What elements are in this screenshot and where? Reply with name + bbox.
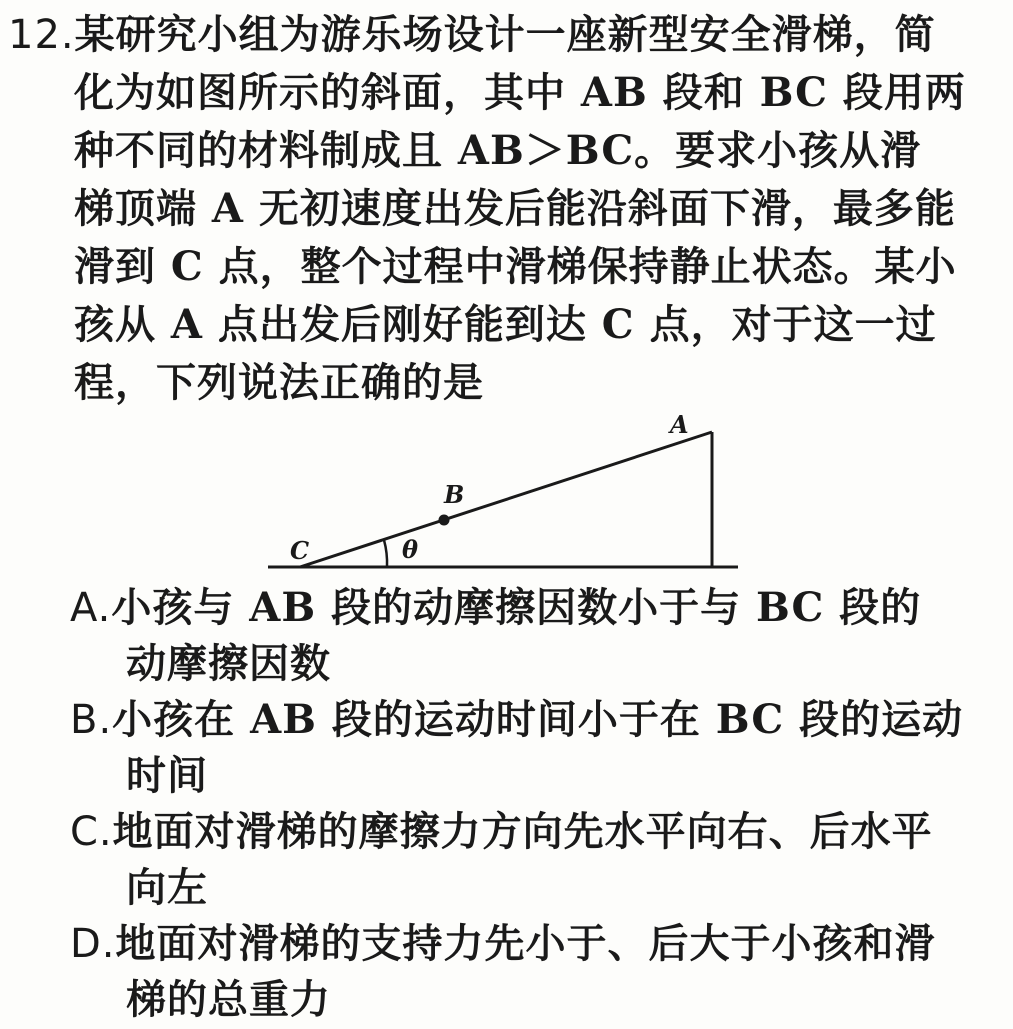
question-line-4: 梯顶端 A 无初速度出发后能沿斜面下滑，最多能	[74, 185, 956, 232]
option-text: 小孩与 AB 段的动摩擦因数小于与 BC 段的	[111, 584, 922, 631]
question-stem	[8, 6, 1003, 412]
option-text-cont: 时间	[126, 752, 208, 799]
angle-arc	[384, 540, 387, 567]
question-line-1	[8, 6, 1003, 64]
question-line-7: 程，下列说法正确的是	[74, 359, 484, 406]
option-letter: D.	[70, 921, 116, 967]
point-b-dot	[439, 515, 450, 526]
option-text: 小孩在 AB 段的运动时间小于在 BC 段的运动	[112, 696, 964, 743]
option-b[interactable]	[70, 692, 1005, 804]
option-d[interactable]	[70, 916, 1005, 1028]
label-b: B	[444, 480, 465, 509]
question-text-line: 某研究小组为游乐场设计一座新型安全滑梯，简	[74, 11, 936, 58]
label-c: C	[290, 536, 310, 565]
option-text-cont: 梯的总重力	[126, 976, 331, 1023]
incline-diagram	[0, 405, 1013, 580]
question-number: 12.	[8, 12, 75, 58]
option-c[interactable]	[70, 804, 1005, 916]
option-letter: C.	[70, 809, 113, 855]
option-text-cont: 向左	[126, 864, 208, 911]
label-theta: θ	[402, 535, 419, 564]
option-a[interactable]	[70, 580, 1005, 692]
incline-figure	[0, 405, 1013, 580]
option-letter: A.	[70, 585, 112, 631]
question-line-5: 滑到 C 点，整个过程中滑梯保持静止状态。某小	[74, 243, 957, 290]
incline-line	[300, 432, 712, 567]
question-line-3: 种不同的材料制成且 AB＞BC。要求小孩从滑	[74, 127, 922, 174]
question-line-6: 孩从 A 点出发后刚好能到达 C 点，对于这一过	[74, 301, 937, 348]
label-a: A	[670, 410, 689, 439]
option-text: 地面对滑梯的摩擦力方向先水平向右、后水平	[112, 808, 933, 855]
option-letter: B.	[70, 697, 113, 743]
option-text-cont: 动摩擦因数	[126, 640, 331, 687]
question-line-2: 化为如图所示的斜面，其中 AB 段和 BC 段用两	[74, 69, 966, 116]
answer-options	[70, 580, 1005, 1028]
option-text: 地面对滑梯的支持力先小于、后大于小孩和滑	[115, 920, 936, 967]
